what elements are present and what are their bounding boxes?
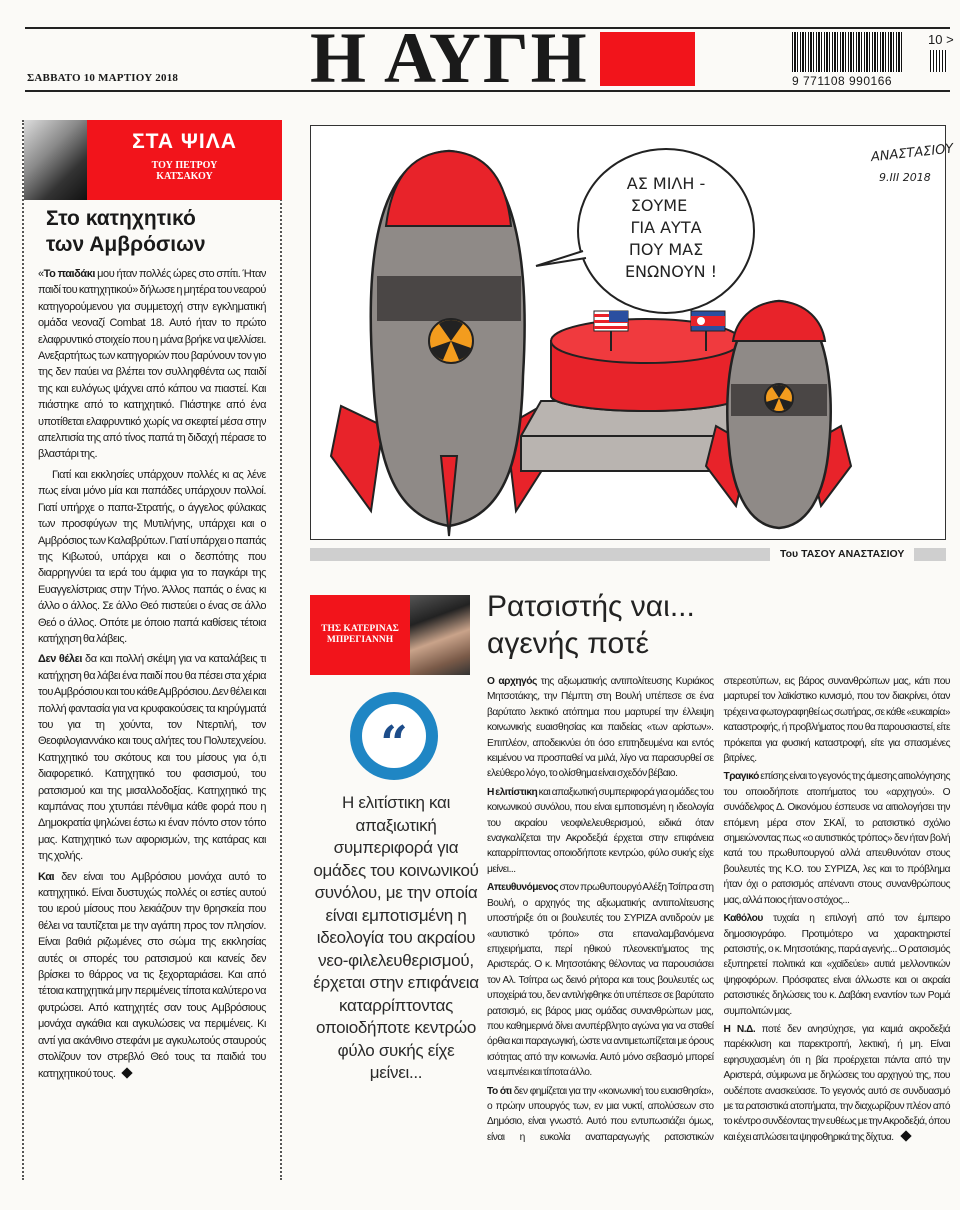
lead-in: Απευθυνόμενος [487,882,559,894]
paragraph-text: Γιατί και εκκλησίες υπάρχουν πολλές κι ας λένε πως είναι μόνο μία και παπάδες υπάρχουν πολλοί. Γιατί υπήρχε ο παπα-Στρατής, ο άγγελος φύλακας των προσφύγων της Μυτιλήνης, υπάρχει και ο Αμβρόσιος των Καλαβρύτων. Γιατί υπάρχει ο παπάς της Κιβωτού, υπάρχει και ο δεσπότης που διαρρηγνύει τα ιερά του άμφια για το παγκάρι της Ευαγγελίστριας στην Τήνο. Άλλος παπάς ο ένας κι άλλο ο άλλος. Σε άλλο Θεό πιστεύει ο ένας σε άλλο Θεό ο άλλος. Οπότε με όποιο παπά καθίσεις τέτοια κατήχηση θα λάβεις. [38,468,266,645]
author-line: ΤΗΣ ΚΑΤΕΡΙΝΑΣ [321,624,399,634]
title-line: Στο κατηχητικό [46,207,196,230]
column-author [87,160,282,182]
author-photo [24,120,87,200]
column-title [46,206,206,258]
author-photo [410,595,470,675]
article-body [487,674,950,1147]
quote-icon: “ [350,692,438,780]
paragraph-text: επίσης είναι το γεγονός της άμεσης αιτιολόγησης του οποιοδήποτε ατοπήματος του «αρχηγού». Ο συνάδελφος Δ. Οικονόμου έσπευσε να αιτιολογήσει την επόμενη μέρα στον ΣΚΑΪ, το ρατσιστικό σχόλιο σημειώνοντας πως «ο αυτιστικός τρόπος» δεν ήταν βολή κατά του πρωθυπουργού αλλά απευθυνόταν στους βουλευτές της Κ.Ο. του ΣΥΡΙΖΑ, λες και το πρόβλημα ήταν όχι ο ρατσισμός απέναντι στους συνανθρώπους μας, αλλά ποιος ήταν ο στόχος... [723,771,950,906]
paragraph [724,1022,951,1145]
column-body [38,266,266,1086]
lead-in: Καθόλου [723,913,763,925]
lead-in: Ο αρχηγός [487,676,537,687]
paragraph-text: δα και πολλή σκέψη για να καταλάβεις τι κατήχηση θα λάβει ένα παιδί που θα πέσει στα χέρια του Αμβρόσιου και του κάθε Αμβρόσιου. Δεν θέλει και πολλή φαντασία για να κρυφακούσεις τα κηρύγματά του για τη χούντα, τον Ντερτιλή, τον Θεοφιλογιαννάκο και τους αλήτες του Πολυτεχνείου. Κατηχητικό του σκότους και του μίσους για ό,τι διαφορετικό. Κατηχητικό του φασισμού, του ρατσισμού και της μισαλλοδοξίας. Κατηχητικό της καμπάνας που χτυπάει πένθιμα κάθε φορά που η Δημοκρατία ψηλώνει έστω κι έναν πόντο στον τόπο μας. Κατηχητικό των αφορισμών, της κατάρας και της χολής. [38,653,266,863]
speech-line: ΕΝΩΝΟΥΝ ! [624,262,718,281]
speech-bubble [536,149,754,313]
author-line: ΜΠΡΕΓΙΑΝΝΗ [326,635,394,645]
author-line: ΤΟΥ ΠΕΤΡΟΥ [151,160,218,171]
title-line: αγενής ποτέ [487,627,649,660]
issue-date: ΣΑΒΒΑΤΟ 10 ΜΑΡΤΙΟΥ 2018 [27,72,179,84]
article-author-box [310,595,410,675]
lead-in: Η Ν.Δ. [723,1023,756,1035]
paragraph-text: δεν είναι του Αμβρόσιου μονάχα αυτό το κατηχητικό. Είναι δυστυχώς πολλές οι εστίες αυτού του ιερού μίσους που λεκιάζουν την θρησκεία που θέλει να ταυτίζεται με την αγάπη προς τον πλησίον. Είναι βαθιά ριζωμένες στο σώμα της εκκλησίας αυτές οι σπορές του ρατσισμού και κανείς δεν βρίσκει το θάρρος να τις ξεχορταριάσει. Και από τέτοια κατηχητικά μην περιμένεις τίποτα καλύτερο να φυτρώσει. Από κατηχητές σαν τους Αμβρόσιους μονάχα αγκάθια και αγκυλώσεις να περιμένεις. Κι αντί για ακάνθινο στεφάνι με αγκυλωτούς σταυρούς στολίζουν τον στρεβλό Θεό τους τα παιδιά του κατηχητικού τους. [38,870,266,1080]
quote-mark: « [38,268,44,280]
paragraph [487,785,714,877]
lead-in: Η ελιτίστικη [487,786,538,798]
paragraph-text: ποτέ δεν ανησύχησε, για καμιά ακροδεξιά παρέκκλιση και παρεκτροπή, λεκτική, ή μη. Είναι εφησυχασμένη ότι η βία προέρχεται πάντα από την Αριστερά, σύμφωνα με δηλώσεις του αρχηγού της, που ουδέποτε ανασκεύασε. Το γεγονός αυτό σε συνδυασμό με τα ρατσιστικά ατοπήματα, την διαχωρίζουν πλέον από το κέντρο συνδέοντας την ευθέως με την Ακροδεξιά, όπου και έχει απλώσει τα ψηφοθηρικά της δίχτυα. [723,1023,950,1143]
cartoonist-signature [869,141,955,184]
barcode-icon [792,32,902,72]
barcode-number: 9 771108 990166 [792,74,893,88]
lead-in: Το παιδάκι [43,268,95,280]
paragraph [38,869,266,1082]
paragraph [724,911,951,1019]
paragraph-text: δεν φημίζεται για την «κοινωνική του ευαισθησία», ο πρώην υπουργός των, εν μια νυκτί, απολύσεων στο Δημόσιο, είναι γνωστό. Αυτό που εντυπωσιάζει όμως, είναι η ευκολία αναπαραγωγής ρατσιστικών στερεοτύπων, εις βάρος συνανθρώπων μας, κάτι που μαρτυρεί τον λαϊκίστικο κυνισμό, που τον διακρίνει, όταν τρέχει να φωτογραφηθεί ως σωτήρας, σε κάθε «ευκαιρία» καταστροφής, ή προβλήματος που θα παρουσιαστεί, είτε πρόκειται για φυσική καταστροφή, είτε για σπασμένες βιτρίνες. [487,676,950,1143]
paragraph [724,769,951,908]
paragraph-text: της αξιωματικής αντιπολίτευσης Κυριάκος Μητσοτάκης, την Πέμπτη στη Βουλή υπέπεσε σε ένα βαρύτατο λεκτικό ατόπημα που μαρτυρεί την έλλειψη κοινωνικής ευαισθησίας και παιδείας «των αρίστων». Επιπλέον, αποδεικνύει ότι όσο επιτηδευμένα και εντός κειμένου να προσπαθεί να μιλά, λίγο να παρασυρθεί σε ελεύθερο λόγο, το ολίσθημα είναι σχεδόν βέβαιο. [487,676,714,780]
lead-in: Και [38,870,55,883]
logo-red-square [600,32,695,86]
lead-in: Το ότι [487,1085,512,1097]
title-line: των Αμβρόσιων [46,233,206,256]
title-line: Ρατσιστής ναι... [487,590,695,623]
paragraph-text: και απαξιωτική συμπεριφορά για ομάδες του κοινωνικού συνόλου, που είναι εμποτισμένη η ιδεολογία του ακραίου νεοφιλελευθερισμού, ειδικά όταν εναγκαλίζεται την Ακροδεξιά έρχεται στην επιφάνεια καταρρίπτοντας οποιοδήποτε κεντρώο, φύλο συκής είχε μείνει... [487,786,714,875]
issue-number: 10 > [928,32,954,47]
column-header [87,120,282,200]
paragraph [38,467,266,647]
speech-line: ΣΟΥΜΕ [630,196,688,215]
speech-line: ΑΣ ΜΙΛΗ - [626,174,706,193]
newspaper-title: Η ΑΥΓΗ [310,18,589,98]
paragraph [487,880,714,1080]
left-rocket [331,151,551,536]
speech-line: ΠΟΥ ΜΑΣ [628,240,704,259]
end-mark-icon [900,1130,911,1141]
opinion-column [22,120,282,1180]
paragraph-text: στον πρωθυπουργό Αλέξη Τσίπρα στη Βουλή, ο αρχηγός της αξιωματικής αντιπολίτευσης υποστήριξε ότι οι βουλευτές του ΣΥΡΙΖΑ αντιδρούν με «αυτιστικό τρόπο» στα επαναλαμβανόμενα επιχειρήματα, περί ηθικού πλεονεκτήματος της Αριστεράς. Ο κ. Μητσοτάκης θέλοντας να παρουσιάσει τον Αλ. Τσίπρα ως δεινό ρήτορα και τους βουλευτές ως υποχείριά του, δεν αντιλήφθηκε ότι υπέπεσε σε βαρύτατο ρατσισμό, εις βάρος μιας ομάδας συνανθρώπων μας, που καθημερινά δίνει ανυπέρβλητο αγώνα για να σταθεί όρθια και παραγωγική, ώστε να αντιμετωπίζεται με όρους ισότητας από την κοινωνία. Αυτό μόνο σεβασμό μπορεί να εμπνέει και τίποτα άλλο. [487,882,714,1079]
signature-text: ΑΝΑΣΤΑΣΙΟΥ [870,141,955,166]
paragraph-text: τυχαία η επιλογή από τον έμπειρο δημοσιογράφο. Προτιμότερο να χαρακτηριστεί ρατσιστής, ο κ. Μητσοτάκης, παρά αγενής... Ο ρατσισμός εξυπηρετεί πολιτικά και «χαϊδεύει» αυτιά μελλοντικών ψηφοφόρων. Πρόσφατες είναι άλλωστε και οι ακραία ρατσιστικές δηλώσεις του κ. Δαβάκη εναντίον των Ρομά συμπολιτών μας. [723,913,950,1017]
cartoon-credit: Του ΤΑΣΟΥ ΑΝΑΣΤΑΣΙΟΥ [770,546,914,563]
paragraph [487,674,714,782]
paragraph [38,266,266,463]
column-kicker: ΣΤΑ ΨΙΛΑ [132,130,237,153]
addon-barcode-icon [930,50,948,72]
paragraph-text: μου ήταν πολλές ώρες στο σπίτι. Ήταν παιδί του κατηχητικού» δήλωσε η μητέρα του νεαρού κατηγορούμενου για συμμετοχή στην εγκληματική ομάδα νεοναζί Combat 18. Αυτό ήταν το πρώτο ελαφρυντικό στοιχείο που η μάνα βρήκε να ψελλίσει. Ανεξαρτήτως των κατηγοριών που βαρύνουν τον γιο της δεν παύει να βλέπει τον συλληφθέντα ως παιδί της και ευλόγως ψάχνει από κάπου να πιαστεί. Και πιάστηκε από το κατηχητικό. Πιάστηκε από ένα υποτίθεται ελαφρυντικό χωρίς να σκεφτεί μέσα στην απελπισία της από τίνος παπά τη διδαχή πέρασε το βλαστάρι της. [38,268,266,461]
lead-in: Τραγικό [723,771,759,783]
end-mark-icon [122,1067,133,1078]
article-title [487,588,695,662]
cartoon-drawing [311,126,955,538]
pull-quote: Η ελιτίστικη και απαξιωτική συμπεριφορά για ομάδες του κοινωνικού συνόλου, με την οποία είναι εμποτισμένη η ιδεολογία του ακραίου νεο-φιλελευθερισμού, έρχεται στην επιφάνεια καταρρίπτοντας οποιοδήποτε κεντρώο φύλο συκής είχε μείνει... [313,793,479,1082]
signature-date: 9.III 2018 [879,171,931,184]
paragraph [38,651,266,864]
speech-line: ΓΙΑ ΑΥΤΑ [630,218,702,237]
cartoon [310,125,955,540]
lead-in: Δεν θέλει [38,653,82,666]
author-line: ΚΑΤΣΑΚΟΥ [156,171,213,182]
